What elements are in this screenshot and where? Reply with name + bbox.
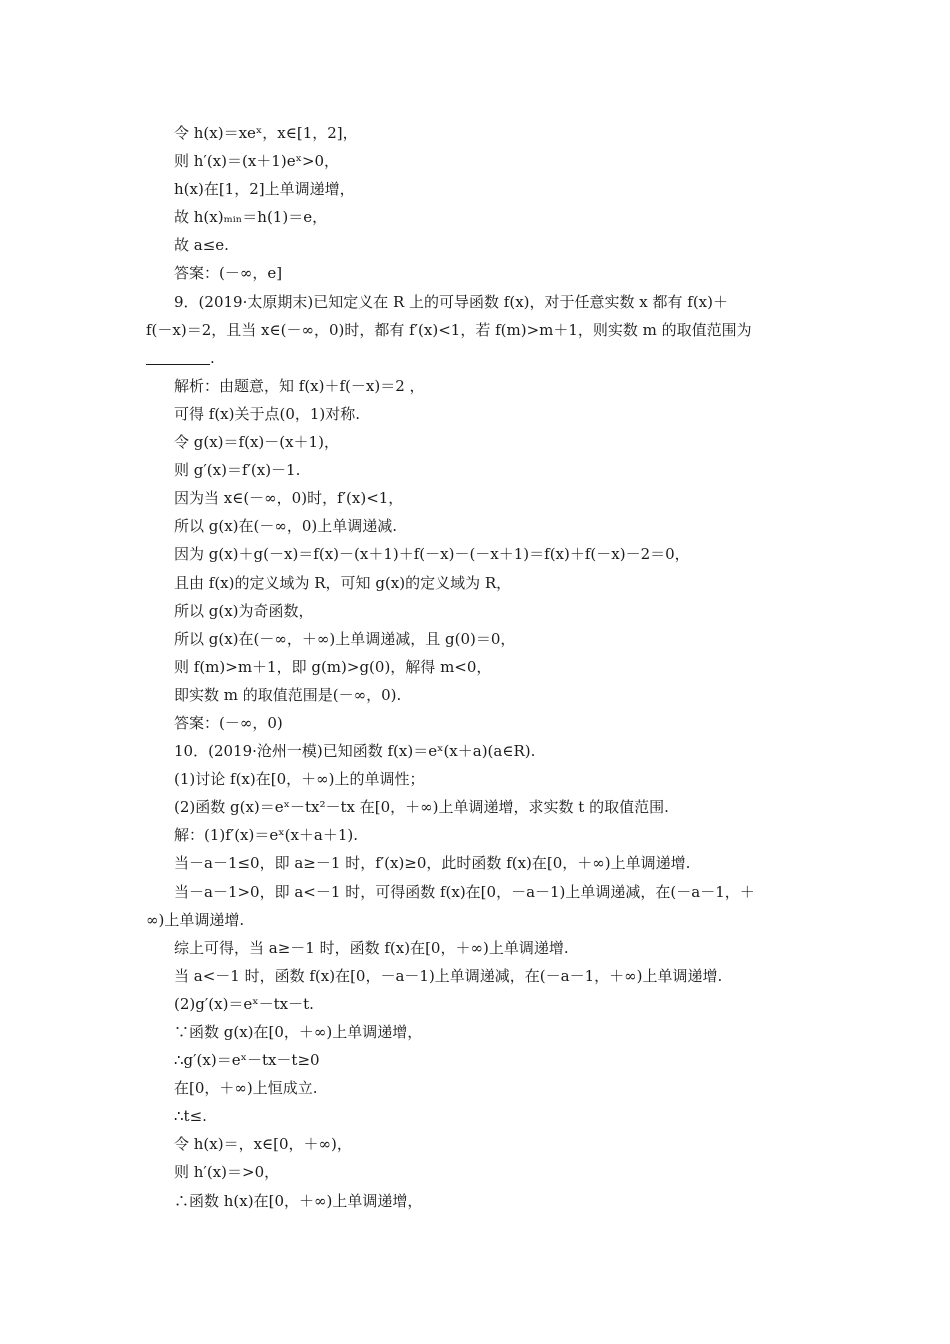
text-line: [146, 597, 814, 625]
text-line: [146, 1046, 814, 1074]
text-line: [146, 484, 814, 512]
text-line: [146, 1130, 814, 1158]
line-text: 所以 g(x)为奇函数，: [174, 601, 314, 620]
line-text: 当 a<－1 时，函数 f(x)在[0，－a－1)上单调递减，在(－a－1，＋∞)上单调递增.: [174, 966, 723, 985]
text-line: [146, 512, 814, 540]
text-line: [146, 540, 814, 568]
text-line: [146, 400, 814, 428]
line-text: 因为当 x∈(－∞，0)时，f′(x)<1，: [174, 489, 404, 508]
line-text: 解析：由题意，知 f(x)＋f(－x)＝2 ，: [174, 376, 425, 395]
text-line: [146, 288, 814, 316]
text-line: [146, 934, 814, 962]
line-text: 令 h(x)＝xeˣ，x∈[1，2]，: [174, 124, 358, 142]
line-text: ∞)上单调递增.: [146, 910, 245, 929]
text-line: [146, 175, 814, 203]
line-text: 则 g′(x)＝f′(x)－1.: [174, 461, 301, 480]
line-text: 则 f(m)>m＋1，即 g(m)>g(0)，解得 m<0，: [174, 657, 492, 676]
line-text: 所以 g(x)在(－∞，＋∞)上单调递减，且 g(0)＝0，: [174, 629, 516, 648]
text-line: [146, 428, 814, 456]
line-text: 所以 g(x)在(－∞，0)上单调递减.: [174, 517, 398, 536]
text-line: [146, 147, 814, 175]
text-line: [146, 344, 814, 372]
text-line: [146, 962, 814, 990]
text-line: [146, 456, 814, 484]
line-text: 10．(2019·沧州一模)已知函数 f(x)＝eˣ(x＋a)(a∈R).: [174, 742, 536, 761]
text-line: [146, 878, 814, 906]
line-text: 即实数 m 的取值范围是(－∞，0).: [174, 685, 402, 704]
line-text: .: [210, 348, 215, 367]
line-text: ∴t≤.: [174, 1107, 207, 1126]
text-line: [146, 569, 814, 597]
line-text: 综上可得，当 a≥－1 时，函数 f(x)在[0，＋∞)上单调递增.: [174, 938, 569, 957]
line-text: 当－a－1>0，即 a<－1 时，可得函数 f(x)在[0，－a－1)上单调递减，在(－a－1，＋: [174, 882, 755, 901]
line-text: 令 h(x)＝，x∈[0，＋∞)，: [174, 1135, 352, 1154]
line-text: 则 h′(x)＝(x＋1)eˣ>0，: [174, 152, 340, 171]
text-line: [146, 203, 814, 231]
text-line: [146, 737, 814, 765]
line-text: 则 h′(x)＝>0，: [174, 1163, 280, 1182]
line-text: 在[0，＋∞)上恒成立.: [174, 1079, 318, 1098]
line-text: 可得 f(x)关于点(0，1)对称.: [174, 404, 361, 423]
line-text: 答案：(－∞，0): [174, 713, 283, 732]
text-line: [146, 1158, 814, 1186]
text-line: [146, 653, 814, 681]
text-line: [146, 709, 814, 737]
line-text: h(x)在[1，2]上单调递增，: [174, 180, 355, 199]
line-text: (2)函数 g(x)＝eˣ－tx²－tx 在[0，＋∞)上单调递增，求实数 t 的取值范围.: [174, 798, 669, 817]
line-text: f(－x)＝2，且当 x∈(－∞，0)时，都有 f′(x)<1，若 f(m)>m＋1，则实数 m 的取值范围为: [146, 320, 752, 339]
line-text: 故 h(x)ₘᵢₙ＝h(1)＝e，: [174, 208, 328, 227]
text-line: [146, 849, 814, 877]
document-page: [146, 119, 814, 1215]
line-text: (2)g′(x)＝eˣ－tx－t.: [174, 994, 314, 1013]
text-line: [146, 1187, 814, 1215]
line-text: 故 a≤e.: [174, 236, 229, 255]
text-line: [146, 259, 814, 287]
text-line: [146, 231, 814, 259]
line-text: 9．(2019·太原期末)已知定义在 R 上的可导函数 f(x)，对于任意实数 x 都有 f(x)＋: [174, 292, 728, 311]
text-line: [146, 372, 814, 400]
line-text: ∴g′(x)＝eˣ－tx－t≥0: [174, 1051, 320, 1070]
text-line: [146, 906, 814, 934]
text-line: [146, 316, 814, 344]
line-text: (1)讨论 f(x)在[0，＋∞)上的单调性；: [174, 770, 425, 789]
line-text: 答案：(－∞，e]: [174, 264, 283, 283]
line-text: 当－a－1≤0，即 a≥－1 时，f′(x)≥0，此时函数 f(x)在[0，＋∞)上单调递增.: [174, 854, 691, 873]
text-line: [146, 681, 814, 709]
line-text: ∵函数 g(x)在[0，＋∞)上单调递增，: [174, 1023, 423, 1041]
answer-blank: [146, 348, 210, 365]
text-line: [146, 765, 814, 793]
text-line: [146, 1102, 814, 1130]
text-line: [146, 793, 814, 821]
text-line: [146, 119, 814, 147]
text-line: [146, 1018, 814, 1046]
text-line: [146, 625, 814, 653]
text-line: [146, 821, 814, 849]
text-line: [146, 1074, 814, 1102]
line-text: 因为 g(x)＋g(－x)＝f(x)－(x＋1)＋f(－x)－(－x＋1)＝f(x)＋f(－x)－2＝0，: [174, 545, 690, 564]
text-line: [146, 990, 814, 1018]
line-text: ∴函数 h(x)在[0，＋∞)上单调递增，: [174, 1191, 423, 1210]
line-text: 令 g(x)＝f(x)－(x＋1)，: [174, 433, 339, 452]
line-text: 解：(1)f′(x)＝eˣ(x＋a＋1).: [174, 826, 359, 845]
line-text: 且由 f(x)的定义域为 R，可知 g(x)的定义域为 R，: [174, 573, 512, 592]
